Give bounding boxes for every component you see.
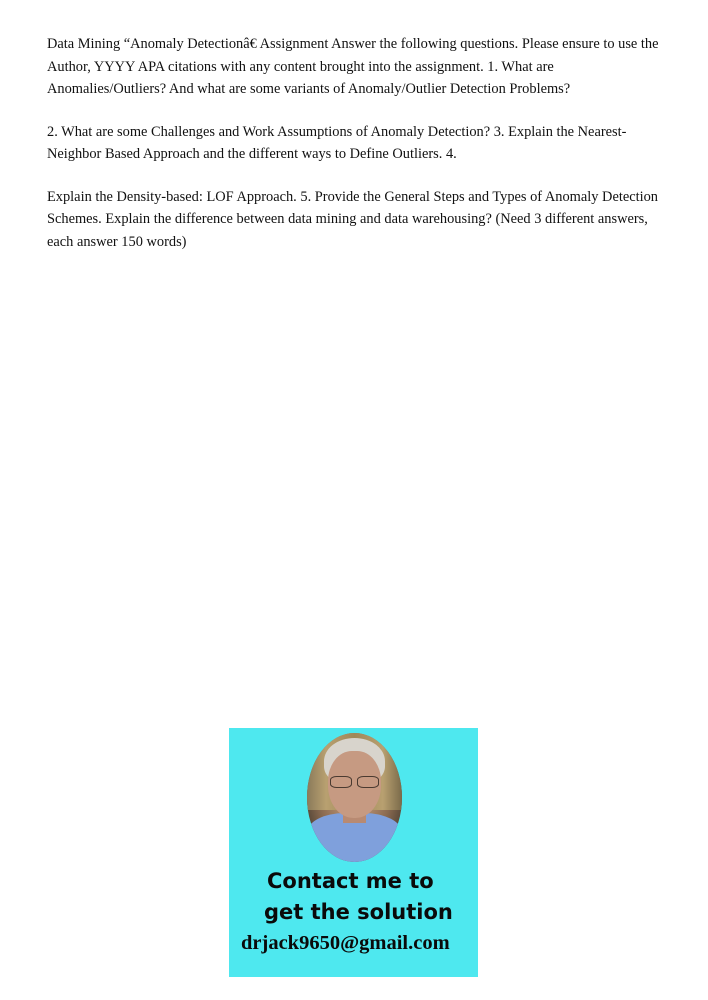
contact-email: drjack9650@gmail.com <box>241 932 450 954</box>
assignment-text <box>47 33 667 273</box>
paragraph-3: Explain the Density-based: LOF Approach. 5. Provide the General Steps and Types of Anomaly Detection Schemes. Explain the difference between data mining and data warehousing? (Need 3 different answers, each answer 150 words) <box>47 188 658 250</box>
contact-promo-banner <box>229 728 478 977</box>
promo-headline-line-2: get the solution <box>264 900 453 924</box>
paragraph-1: Data Mining “Anomaly Detectionâ€ Assignment Answer the following questions. Please ensure to use the Author, YYYY APA citations with any content brought into the assignment. 1. What are Anomalies/Outliers? And what are some variants of Anomaly/Outlier Detection Problems? <box>47 36 659 97</box>
paragraph-2: 2. What are some Challenges and Work Assumptions of Anomaly Detection? 3. Explain the Nearest-Neighbor Based Approach and the different ways to Define Outliers. 4. <box>47 123 627 162</box>
promo-headline-line-1: Contact me to <box>267 869 434 893</box>
portrait-image <box>307 733 402 862</box>
